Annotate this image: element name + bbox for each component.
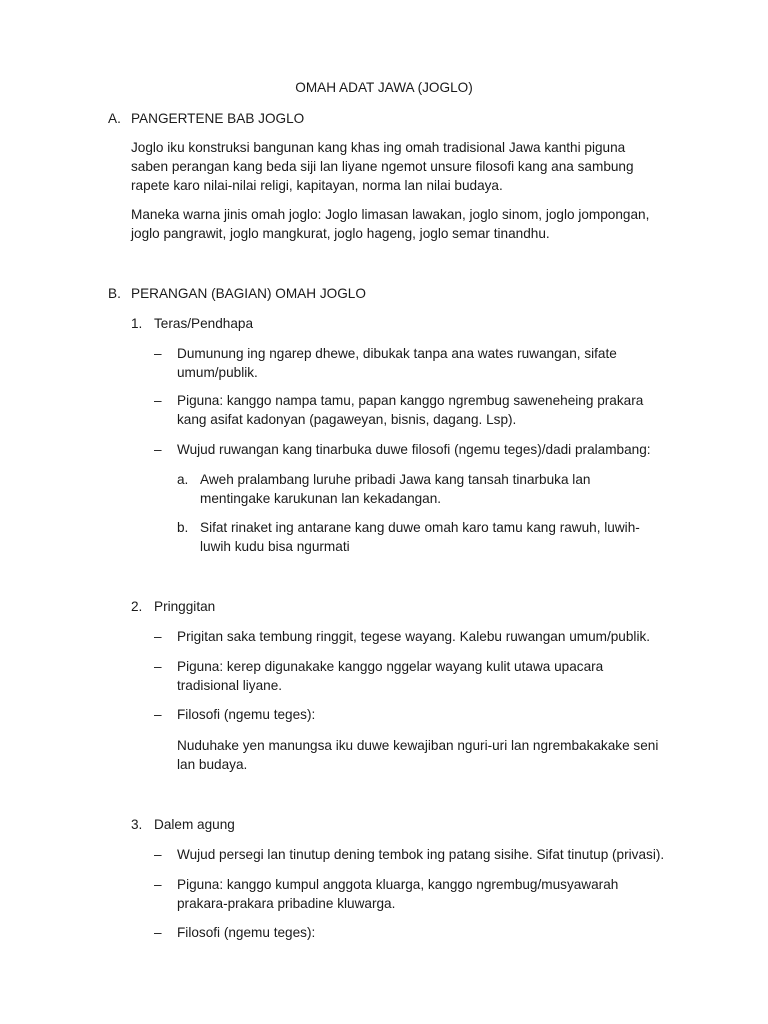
- item1-sub-b-line1: Sifat rinaket ing antarane kang duwe omah karo tamu kang rawuh, luwih-: [200, 520, 640, 535]
- item3-bullet2-line1: Piguna: kanggo kumpul anggota kluarga, kanggo ngrembug/musyawarah: [177, 877, 619, 892]
- item2-bullet1-line1: Prigitan saka tembung ringgit, tegese wayang. Kalebu ruwangan umum/publik.: [177, 629, 651, 644]
- document-title: OMAH ADAT JAWA (JOGLO): [295, 80, 473, 95]
- section-a-para1-line3: rapete karo nilai-nilai religi, kapitayan, norma lan nilai budaya.: [131, 178, 503, 193]
- section-b-letter: B.: [108, 286, 121, 301]
- item1-sub-a-letter: a.: [177, 472, 189, 487]
- item2-bullet3-para-line1: Nuduhake yen manungsa iku duwe kewajiban nguri-uri lan ngrembakakake seni: [177, 738, 659, 753]
- item3-bullet1-line1: Wujud persegi lan tinutup dening tembok ing patang sisihe. Sifat tinutup (privasi).: [177, 847, 665, 862]
- item1-sub-a-line1: Aweh pralambang luruhe pribadi Jawa kang tansah tinarbuka lan: [200, 472, 591, 487]
- section-a-para2-line2: joglo pangrawit, joglo mangkurat, joglo hageng, joglo semar tinandhu.: [131, 226, 550, 241]
- item3-bullet2-line2: prakara-prakara pribadine kluwarga.: [177, 896, 396, 911]
- item1-sub-b-line2: luwih kudu bisa ngurmati: [200, 539, 350, 554]
- item1-sub-b-letter: b.: [177, 520, 189, 535]
- section-a-heading: PANGERTENE BAB JOGLO: [131, 111, 305, 126]
- section-a-para1-line2: saben perangan kang beda siji lan liyane ngemot unsure filosofi kang ana sambung: [131, 159, 634, 174]
- section-a-para2-line1: Maneka warna jinis omah joglo: Joglo limasan lawakan, joglo sinom, joglo jompongan,: [131, 207, 650, 222]
- item2-bullet1-dash: –: [154, 629, 162, 644]
- item2-number: 2.: [131, 599, 143, 614]
- section-a-para1-line1: Joglo iku konstruksi bangunan kang khas ing omah tradisional Jawa kanthi piguna: [131, 140, 626, 155]
- item3-bullet3-dash: –: [154, 925, 162, 940]
- item3-bullet2-dash: –: [154, 877, 162, 892]
- item3-bullet1-dash: –: [154, 847, 162, 862]
- item2-bullet3-dash: –: [154, 707, 162, 722]
- item1-bullet1-line2: umum/publik.: [177, 365, 258, 380]
- section-b-heading: PERANGAN (BAGIAN) OMAH JOGLO: [131, 286, 366, 301]
- item2-bullet2-line1: Piguna: kerep digunakake kanggo nggelar wayang kulit utawa upacara: [177, 659, 604, 674]
- item3-number: 3.: [131, 817, 143, 832]
- item3-heading: Dalem agung: [154, 817, 235, 832]
- item1-bullet1-line1: Dumunung ing ngarep dhewe, dibukak tanpa ana wates ruwangan, sifate: [177, 346, 617, 361]
- item1-bullet3-dash: –: [154, 442, 162, 457]
- item1-bullet3-line1: Wujud ruwangan kang tinarbuka duwe filosofi (ngemu teges)/dadi pralambang:: [177, 442, 651, 457]
- item2-bullet2-line2: tradisional liyane.: [177, 678, 283, 693]
- item1-sub-a-line2: mentingake karukunan lan kekadangan.: [200, 491, 442, 506]
- item2-heading: Pringgitan: [154, 599, 216, 614]
- item2-bullet3-line1: Filosofi (ngemu teges):: [177, 707, 316, 722]
- item1-heading: Teras/Pendhapa: [154, 316, 254, 331]
- item2-bullet2-dash: –: [154, 659, 162, 674]
- section-a-letter: A.: [108, 111, 121, 126]
- item1-number: 1.: [131, 316, 143, 331]
- item1-bullet2-dash: –: [154, 393, 162, 408]
- item1-bullet2-line1: Piguna: kanggo nampa tamu, papan kanggo ngrembug saweneheing prakara: [177, 393, 644, 408]
- item2-bullet3-para-line2: lan budaya.: [177, 757, 248, 772]
- item1-bullet1-dash: –: [154, 346, 162, 361]
- item3-bullet3-line1: Filosofi (ngemu teges):: [177, 925, 316, 940]
- item1-bullet2-line2: kang asifat kadonyan (pagaweyan, bisnis, dagang. Lsp).: [177, 412, 517, 427]
